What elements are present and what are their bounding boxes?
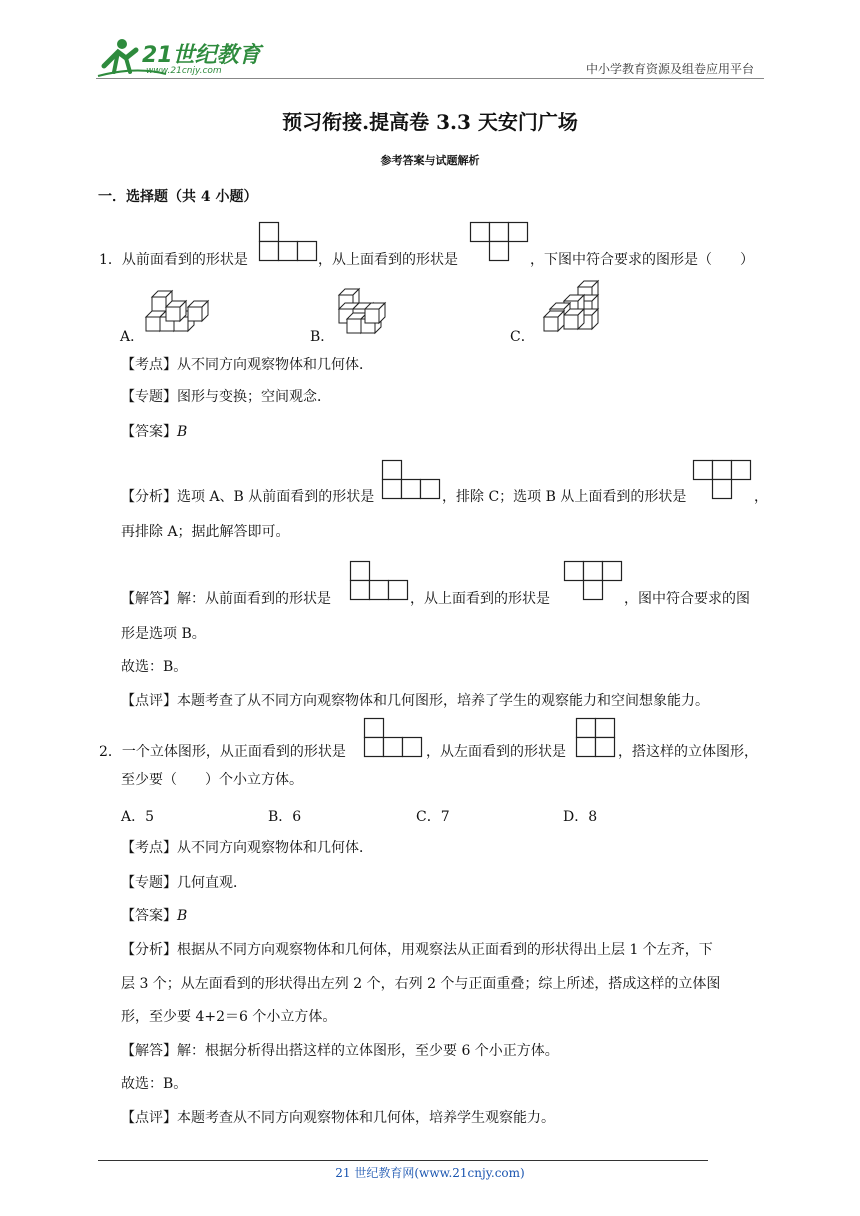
q2-option-b: B．6 xyxy=(268,809,302,825)
q1-comment: 【点评】本题考查了从不同方向观察物体和几何图形，培养了学生的观察能力和空间想象能力。 xyxy=(121,693,709,709)
q1-solution-front-figure xyxy=(350,561,408,601)
q1-analysis-part3: ， xyxy=(754,489,768,505)
q2-option-c: C．7 xyxy=(416,809,450,825)
q2-stem-part2: ，从左面看到的形状是 xyxy=(426,744,566,760)
q1-choice: 故选：B。 xyxy=(121,659,188,675)
q1-answer-row xyxy=(121,422,187,442)
q1-solution-part3: ，图中符合要求的图 xyxy=(624,591,750,607)
q1-stem-part2: ，从上面看到的形状是 xyxy=(318,252,458,268)
footer-divider xyxy=(98,1160,708,1161)
page-subtitle: 参考答案与试题解析 xyxy=(380,154,480,167)
q2-option-d: D．8 xyxy=(563,809,598,825)
cube-block xyxy=(188,301,208,321)
cube-block xyxy=(544,311,564,331)
header-divider xyxy=(96,78,764,79)
q1-stem-part3: ，下图中符合要求的图形是（ ） xyxy=(530,252,754,268)
q1-top-view-figure xyxy=(470,222,528,262)
q1-kaodian: 【考点】从不同方向观察物体和几何体． xyxy=(121,357,373,373)
q2-solution: 【解答】解：根据分析得出搭这样的立体图形，至少要 6 个小正方体。 xyxy=(121,1043,559,1059)
q2-option-a: A．5 xyxy=(121,809,155,825)
q2-stem-part4: 至少要（ ）个小立方体。 xyxy=(121,772,303,788)
site-logo xyxy=(96,36,266,80)
q2-kaodian: 【考点】从不同方向观察物体和几何体． xyxy=(121,840,373,856)
q2-comment: 【点评】本题考查从不同方向观察物体和几何体，培养学生观察能力。 xyxy=(121,1110,555,1126)
q2-analysis-line3: 形，至少要 4+2＝6 个小立方体。 xyxy=(121,1009,337,1025)
q1-option-b-label: B． xyxy=(310,329,335,345)
q2-stem-part1: 2．一个立体图形，从正面看到的形状是 xyxy=(99,744,346,760)
cube-block xyxy=(365,303,385,323)
page-title: 预习衔接.提高卷 3.3 天安门广场 xyxy=(282,110,578,134)
q2-front-view-figure xyxy=(364,718,424,758)
q2-choice: 故选：B。 xyxy=(121,1076,188,1092)
q2-zhuanti: 【专题】几何直观． xyxy=(121,875,247,891)
section-heading: 一．选择题（共 4 小题） xyxy=(98,189,258,205)
logo-url: www.21cnjy.com xyxy=(146,66,222,76)
q1-option-c-label: C． xyxy=(510,329,535,345)
q1-solution-top-figure xyxy=(564,561,622,601)
q1-solution-part1: 【解答】解：从前面看到的形状是 xyxy=(121,591,331,607)
q2-analysis-line1: 【分析】根据从不同方向观察物体和几何体，用观察法从正面看到的形状得出上层 1 个左齐，下 xyxy=(121,942,713,958)
q1-stem-part1: 1．从前面看到的形状是 xyxy=(99,252,248,268)
platform-name: 中小学教育资源及组卷应用平台 xyxy=(585,62,754,76)
q1-option-a-figure xyxy=(142,283,212,333)
q1-solution-part4: 形是选项 B。 xyxy=(121,626,206,642)
q1-analysis-part2: ，排除 C；选项 B 从上面看到的形状是 xyxy=(442,489,687,505)
q2-stem-part3: ，搭这样的立体图形， xyxy=(618,744,758,760)
q1-analysis-front-figure xyxy=(382,460,440,500)
q2-answer-label: 【答案】 xyxy=(121,908,177,924)
q1-analysis-top-figure xyxy=(693,460,751,500)
q2-analysis-line2: 层 3 个；从左面看到的形状得出左列 2 个，右列 2 个与正面重叠；综上所述，搭成这样的立体图 xyxy=(121,976,721,992)
q1-analysis-part1: 【分析】选项 A、B 从前面看到的形状是 xyxy=(121,489,375,505)
q1-zhuanti: 【专题】图形与变换；空间观念． xyxy=(121,389,331,405)
cube-block xyxy=(564,309,584,329)
q1-solution-part2: ，从上面看到的形状是 xyxy=(410,591,550,607)
footer-text: 21 世纪教育网(www.21cnjy.com) xyxy=(335,1166,525,1180)
q1-answer-label: 【答案】 xyxy=(121,424,177,440)
q1-answer-value: B xyxy=(177,424,188,440)
logo-text: 21世纪教育 xyxy=(142,43,261,68)
q1-option-a-label: A． xyxy=(120,329,145,345)
q1-option-c-figure xyxy=(538,283,608,333)
q1-front-view-figure xyxy=(259,222,317,262)
cube-block xyxy=(166,301,186,321)
q2-answer-row xyxy=(121,906,187,926)
q1-analysis-part4: 再排除 A；据此解答即可。 xyxy=(121,524,290,540)
q1-option-b-figure xyxy=(333,283,393,333)
q2-left-view-figure xyxy=(576,718,616,758)
q2-answer-value: B xyxy=(177,908,188,924)
